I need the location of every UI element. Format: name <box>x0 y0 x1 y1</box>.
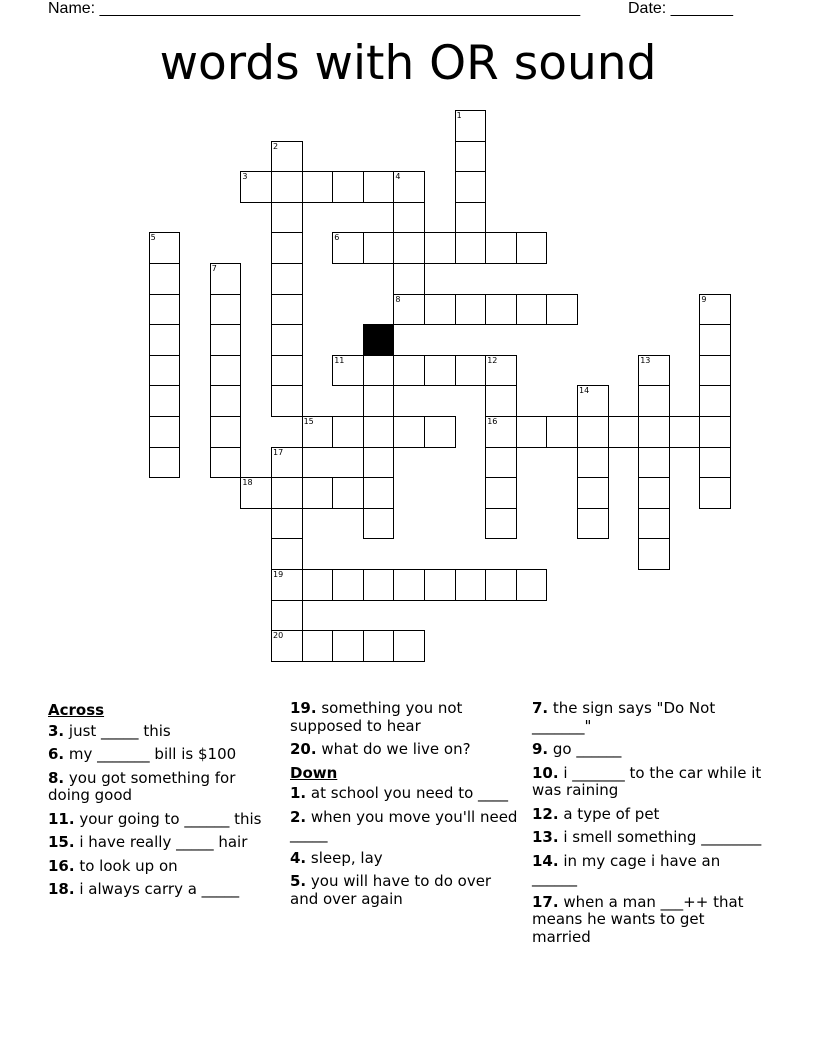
clue-text: i have really _____ hair <box>74 833 248 851</box>
grid-cell[interactable] <box>210 416 242 448</box>
clue-text: in my cage i have an ______ <box>532 851 721 887</box>
grid-cell[interactable] <box>271 324 303 356</box>
clue-text: i _______ to the car while it was raining <box>532 763 762 799</box>
clue-number: 9 <box>701 294 707 304</box>
grid-cell[interactable] <box>455 569 487 601</box>
grid-cell[interactable] <box>271 447 303 479</box>
clue-item <box>532 894 764 947</box>
grid-cell[interactable] <box>271 355 303 387</box>
clue-number-label: 3. <box>48 721 65 740</box>
grid-cell[interactable] <box>424 355 456 387</box>
clue-item <box>48 881 280 899</box>
clue-item <box>290 809 522 844</box>
grid-cell[interactable] <box>485 294 517 326</box>
clue-item <box>290 700 522 735</box>
grid-cell[interactable] <box>302 630 334 662</box>
grid-cell[interactable] <box>302 171 334 203</box>
grid-cell[interactable] <box>271 508 303 540</box>
grid-cell[interactable] <box>363 355 395 387</box>
clue-item <box>290 850 522 868</box>
grid-cell[interactable] <box>424 416 456 448</box>
grid-cell[interactable] <box>577 447 609 479</box>
grid-cell[interactable] <box>210 294 242 326</box>
clue-number: 2 <box>273 141 279 151</box>
clue-number: 4 <box>395 172 401 182</box>
grid-cell[interactable] <box>332 630 364 662</box>
clue-number: 3 <box>242 172 248 182</box>
grid-cell[interactable] <box>455 294 487 326</box>
clue-text: i smell something ________ <box>558 828 762 846</box>
grid-cell[interactable] <box>210 447 242 479</box>
grid-cell[interactable] <box>393 171 425 203</box>
clue-text: you will have to do over and over again <box>290 872 492 908</box>
grid-cell[interactable] <box>240 477 272 509</box>
puzzle-title: words with OR sound <box>159 36 657 91</box>
clue-number: 1 <box>456 111 462 120</box>
clue-text: go ______ <box>548 740 622 758</box>
grid-cell[interactable] <box>363 477 395 509</box>
grid-cell[interactable] <box>271 477 303 509</box>
grid-cell[interactable] <box>485 416 517 448</box>
grid-cell[interactable] <box>271 600 303 632</box>
grid-cell[interactable] <box>485 569 517 601</box>
grid-cell[interactable] <box>455 232 487 264</box>
clue-number-label: 4. <box>290 848 307 867</box>
grid-cell[interactable] <box>302 416 334 448</box>
grid-cell[interactable] <box>271 141 303 173</box>
clue-text: my _______ bill is $100 <box>64 745 237 763</box>
clues-column-3 <box>532 700 764 952</box>
grid-cell[interactable] <box>455 171 487 203</box>
grid-cell[interactable] <box>699 416 731 448</box>
grid-cell[interactable] <box>393 294 425 326</box>
grid-cell[interactable] <box>271 263 303 295</box>
grid-cell[interactable] <box>363 232 395 264</box>
clue-item <box>290 873 522 908</box>
clue-number: 12 <box>487 355 498 365</box>
grid-cell[interactable] <box>485 385 517 417</box>
grid-cell[interactable] <box>699 294 731 326</box>
clue-number: 5 <box>150 233 156 243</box>
clue-number: 14 <box>579 386 590 396</box>
clue-number-label: 7. <box>532 699 549 717</box>
grid-cell[interactable] <box>424 569 456 601</box>
clue-number-label: 2. <box>290 807 307 826</box>
grid-cell[interactable] <box>393 202 425 234</box>
clue-item <box>48 834 280 852</box>
across-heading: Across <box>48 701 105 719</box>
clue-text: something you not supposed to hear <box>290 699 463 735</box>
clue-number-label: 13. <box>532 828 559 846</box>
clue-text: what do we live on? <box>316 740 471 758</box>
grid-cell[interactable] <box>332 355 364 387</box>
grid-cell[interactable] <box>363 630 395 662</box>
clue-item <box>532 829 764 847</box>
clue-number: 13 <box>640 355 651 365</box>
grid-cell[interactable] <box>149 385 181 417</box>
clue-text: just _____ this <box>64 721 171 740</box>
clue-number-label: 17. <box>532 892 559 911</box>
grid-cell[interactable] <box>271 569 303 601</box>
grid-cell[interactable] <box>455 355 487 387</box>
grid-cell[interactable] <box>638 355 670 387</box>
date-field[interactable]: Date: _______ <box>628 0 733 17</box>
grid-cell[interactable] <box>546 416 578 448</box>
grid-cell[interactable] <box>210 324 242 356</box>
grid-cell[interactable] <box>638 385 670 417</box>
grid-cell[interactable] <box>393 263 425 295</box>
clue-text: sleep, lay <box>306 848 383 867</box>
grid-cell[interactable] <box>546 294 578 326</box>
grid-cell[interactable] <box>210 263 242 295</box>
grid-cell[interactable] <box>363 508 395 540</box>
clues-column-2 <box>290 700 522 914</box>
clue-number-label: 1. <box>290 784 307 802</box>
grid-cell[interactable] <box>271 630 303 662</box>
grid-cell[interactable] <box>332 569 364 601</box>
grid-cell[interactable] <box>638 416 670 448</box>
clue-number-label: 11. <box>48 809 75 828</box>
grid-cell[interactable] <box>149 294 181 326</box>
clue-item <box>532 806 764 824</box>
grid-cell[interactable] <box>485 508 517 540</box>
grid-cell[interactable] <box>271 385 303 417</box>
grid-cell[interactable] <box>149 263 181 295</box>
grid-cell[interactable] <box>699 385 731 417</box>
clue-number-label: 10. <box>532 763 559 782</box>
clue-item <box>532 765 764 800</box>
grid-cell[interactable] <box>608 416 640 448</box>
clue-item <box>48 723 280 741</box>
clue-text: when you move you'll need _____ <box>290 807 518 843</box>
grid-cell[interactable] <box>577 508 609 540</box>
clue-number: 7 <box>211 264 217 273</box>
clue-number-label: 19. <box>290 699 317 717</box>
clue-item <box>290 785 522 803</box>
grid-cell[interactable] <box>271 294 303 326</box>
grid-cell[interactable] <box>393 569 425 601</box>
grid-cell[interactable] <box>210 355 242 387</box>
grid-cell[interactable] <box>699 477 731 509</box>
clue-number: 8 <box>395 294 401 304</box>
grid-cell[interactable] <box>332 232 364 264</box>
grid-cell[interactable] <box>455 110 487 142</box>
clue-number-label: 9. <box>532 740 549 758</box>
clue-number: 17 <box>273 447 284 457</box>
grid-cell[interactable] <box>485 232 517 264</box>
clue-text: at school you need to ____ <box>306 784 509 802</box>
grid-cell[interactable] <box>149 416 181 448</box>
grid-cell[interactable] <box>638 477 670 509</box>
clue-item <box>48 770 280 805</box>
grid-cell[interactable] <box>302 477 334 509</box>
clue-number: 20 <box>273 631 284 641</box>
down-clue-list-continued <box>532 700 764 946</box>
clue-number-label: 6. <box>48 745 65 763</box>
clue-item <box>532 741 764 759</box>
name-field[interactable]: Name: ______________________________________________________ <box>48 0 581 17</box>
clue-text: when a man ___++ that means he wants to get married <box>532 892 744 946</box>
grid-cell[interactable] <box>577 385 609 417</box>
clue-number-label: 12. <box>532 804 559 823</box>
clue-item <box>48 746 280 764</box>
grid-cell[interactable] <box>149 355 181 387</box>
grid-cell[interactable] <box>240 171 272 203</box>
grid-cell[interactable] <box>638 447 670 479</box>
grid-cell[interactable] <box>516 232 548 264</box>
grid-cell[interactable] <box>699 447 731 479</box>
grid-cell[interactable] <box>363 171 395 203</box>
clue-item <box>48 811 280 829</box>
grid-cell[interactable] <box>699 324 731 356</box>
grid-cell[interactable] <box>210 385 242 417</box>
grid-cell[interactable] <box>638 538 670 570</box>
grid-cell[interactable] <box>577 416 609 448</box>
grid-cell[interactable] <box>393 630 425 662</box>
across-clue-list-continued <box>290 700 522 759</box>
clue-number: 19 <box>273 570 284 579</box>
grid-cell[interactable] <box>363 447 395 479</box>
grid-cell[interactable] <box>424 294 456 326</box>
grid-cell[interactable] <box>332 416 364 448</box>
grid-cell[interactable] <box>271 171 303 203</box>
clue-number-label: 5. <box>290 872 307 890</box>
grid-cell[interactable] <box>485 477 517 509</box>
grid-cell[interactable] <box>393 232 425 264</box>
clue-number: 6 <box>334 233 340 243</box>
down-clue-list <box>290 785 522 908</box>
clue-text: the sign says "Do Not _______" <box>532 699 716 735</box>
clue-item <box>48 858 280 876</box>
grid-cell[interactable] <box>516 416 548 448</box>
clue-number-label: 8. <box>48 768 65 787</box>
grid-cell[interactable] <box>271 202 303 234</box>
grid-cell[interactable] <box>363 569 395 601</box>
grid-cell[interactable] <box>363 385 395 417</box>
clue-number: 11 <box>334 355 345 365</box>
grid-cell[interactable] <box>669 416 701 448</box>
clue-text: your going to ______ this <box>74 809 262 828</box>
clue-item <box>532 700 764 735</box>
clue-number-label: 16. <box>48 856 75 875</box>
grid-cell[interactable] <box>393 355 425 387</box>
clue-number: 16 <box>487 417 498 426</box>
across-clue-list <box>48 723 280 899</box>
clue-number: 18 <box>242 478 253 488</box>
clue-item <box>532 853 764 888</box>
grid-cell[interactable] <box>485 447 517 479</box>
grid-cell[interactable] <box>271 232 303 264</box>
grid-cell[interactable] <box>455 202 487 234</box>
grid-cell[interactable] <box>424 232 456 264</box>
clue-number-label: 15. <box>48 833 75 851</box>
clue-text: you got something for doing good <box>48 768 236 804</box>
grid-cell[interactable] <box>393 416 425 448</box>
grid-cell[interactable] <box>516 569 548 601</box>
grid-cell[interactable] <box>302 569 334 601</box>
clue-item <box>290 741 522 759</box>
grid-cell[interactable] <box>332 477 364 509</box>
clue-number: 10 <box>364 325 375 335</box>
clue-text: to look up on <box>74 856 178 875</box>
clue-number-label: 18. <box>48 880 75 898</box>
clue-number-label: 14. <box>532 851 559 870</box>
grid-cell[interactable] <box>363 416 395 448</box>
grid-cell[interactable] <box>638 508 670 540</box>
clue-number: 15 <box>303 417 314 426</box>
down-heading: Down <box>290 763 338 782</box>
grid-cell[interactable] <box>149 232 181 264</box>
grid-cell[interactable] <box>271 538 303 570</box>
clues-column-1 <box>48 700 280 905</box>
grid-cell[interactable] <box>485 355 517 387</box>
grid-cell[interactable] <box>699 355 731 387</box>
grid-cell[interactable] <box>516 294 548 326</box>
grid-cell[interactable] <box>332 171 364 203</box>
grid-cell[interactable] <box>455 141 487 173</box>
black-square <box>363 324 395 356</box>
clue-text: i always carry a _____ <box>74 880 240 898</box>
clue-number-label: 20. <box>290 740 317 758</box>
clue-text: a type of pet <box>558 804 660 823</box>
grid-cell[interactable] <box>577 477 609 509</box>
grid-cell[interactable] <box>149 447 181 479</box>
grid-cell[interactable] <box>149 324 181 356</box>
